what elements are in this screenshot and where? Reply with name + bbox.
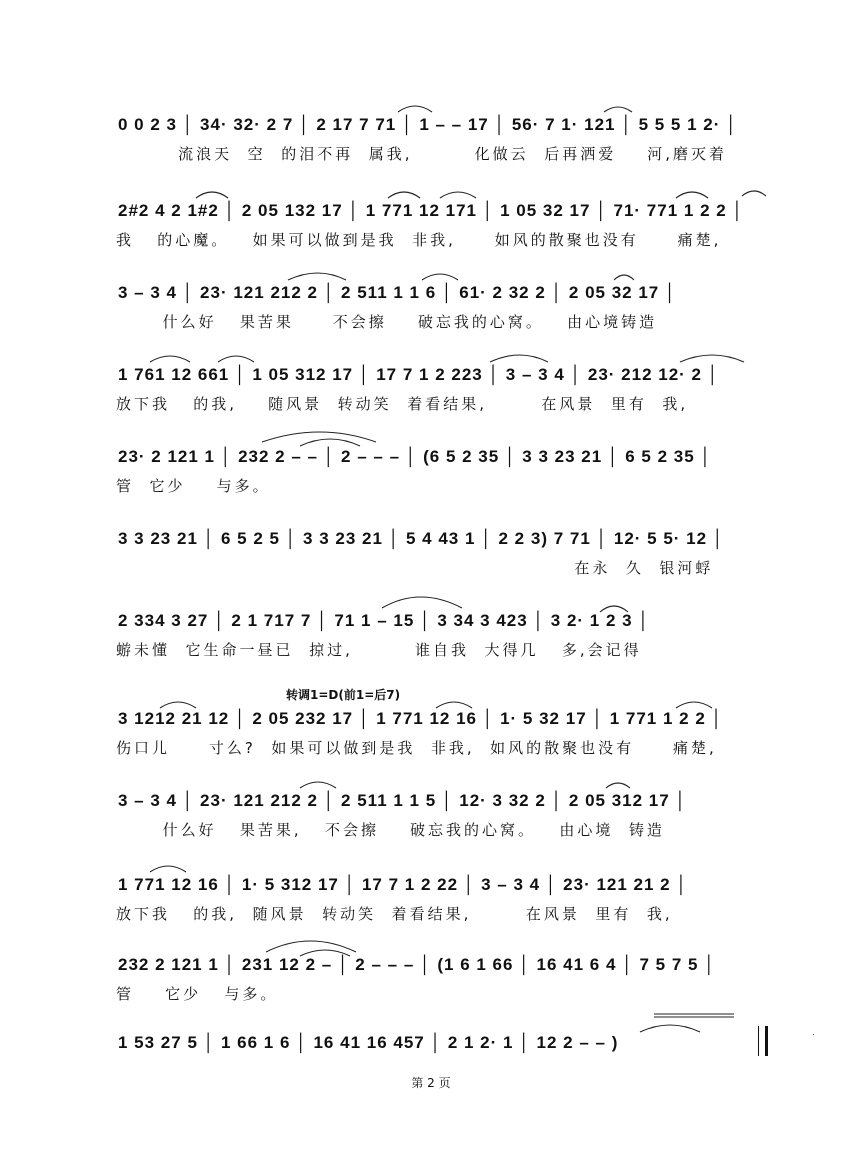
- lyrics-line: 管 它少 与多。: [116, 985, 279, 1003]
- key-change-label: 转调1=D(前1=后7): [286, 688, 401, 702]
- notation-line: 2#2 4 2 1#2 │ 2 05 132 17 │ 1 771 12 171 │ 1 05 32 17 │ 71· 771 1 2 2 │: [118, 201, 745, 220]
- lyrics-line: 管 它少 与多。: [116, 477, 271, 495]
- final-barline: [758, 1026, 768, 1056]
- stray-dot: ·: [812, 1030, 815, 1039]
- lyrics-line: 什么好 果苦果 不会擦 破忘我的心窝。 由心境铸造: [116, 313, 658, 331]
- notation-line: 1 53 27 5 │ 1 66 1 6 │ 16 41 16 457 │ 2 1 2· 1 │ 12 2 – – ): [118, 1033, 619, 1052]
- notation-line: 0 0 2 3 │ 34· 32· 2 7 │ 2 17 7 71 │ 1 – – 17 │ 56· 7 1· 121 │ 5 5 5 1 2· │: [118, 115, 738, 134]
- lyrics-line: 什么好 果苦果, 不会擦 破忘我的心窝。 由心境 铸造: [116, 821, 665, 839]
- lyrics-line: 蝣未懂 它生命一昼已 掠过, 谁自我 大得几 多,会记得: [116, 641, 642, 659]
- lyrics-line: 在永 久 银河蜉: [116, 559, 714, 577]
- lyrics-line: 流浪天 空 的泪不再 属我, 化做云 后再洒爱 河,磨灭着: [116, 145, 728, 163]
- notation-line: 3 3 23 21 │ 6 5 2 5 │ 3 3 23 21 │ 5 4 43 1 │ 2 2 3) 7 71 │ 12· 5 5· 12 │: [118, 529, 725, 548]
- notation-line: 23· 2 121 1 │ 232 2 – – │ 2 – – – │ (6 5 2 35 │ 3 3 23 21 │ 6 5 2 35 │: [118, 447, 713, 466]
- notation-line: 1 771 12 16 │ 1· 5 312 17 │ 17 7 1 2 22 │ 3 – 3 4 │ 23· 121 21 2 │: [118, 875, 688, 894]
- notation-line: 3 1212 21 12 │ 2 05 232 17 │ 1 771 12 16 │ 1· 5 32 17 │ 1 771 1 2 2 │: [118, 709, 724, 728]
- lyrics-line: 伤口儿 寸么? 如果可以做到是我 非我, 如风的散聚也没有 痛楚,: [116, 739, 717, 757]
- notation-line: 232 2 121 1 │ 231 12 2 – │ 2 – – – │ (1 6 1 66 │ 16 41 6 4 │ 7 5 7 5 │: [118, 955, 716, 974]
- lyrics-line: 放下我 的我, 随风景 转动笑 着看结果, 在风景 里有 我,: [116, 395, 689, 413]
- notation-line: 2 334 3 27 │ 2 1 717 7 │ 71 1 – 15 │ 3 34 3 423 │ 3 2· 1 2 3 │: [118, 611, 650, 630]
- lyrics-line: 放下我 的我, 随风景 转动笑 着看结果, 在风景 里有 我,: [116, 905, 673, 923]
- notation-line: 3 – 3 4 │ 23· 121 212 2 │ 2 511 1 1 6 │ 61· 2 32 2 │ 2 05 32 17 │: [118, 283, 677, 302]
- lyrics-line: 我 的心魔。 如果可以做到是我 非我, 如风的散聚也没有 痛楚,: [116, 231, 722, 249]
- page-number: 第 2 页: [411, 1076, 451, 1090]
- notation-line: 3 – 3 4 │ 23· 121 212 2 │ 2 511 1 1 5 │ 12· 3 32 2 │ 2 05 312 17 │: [118, 791, 688, 810]
- notation-line: 1 761 12 661 │ 1 05 312 17 │ 17 7 1 2 223 │ 3 – 3 4 │ 23· 212 12· 2 │: [118, 365, 720, 384]
